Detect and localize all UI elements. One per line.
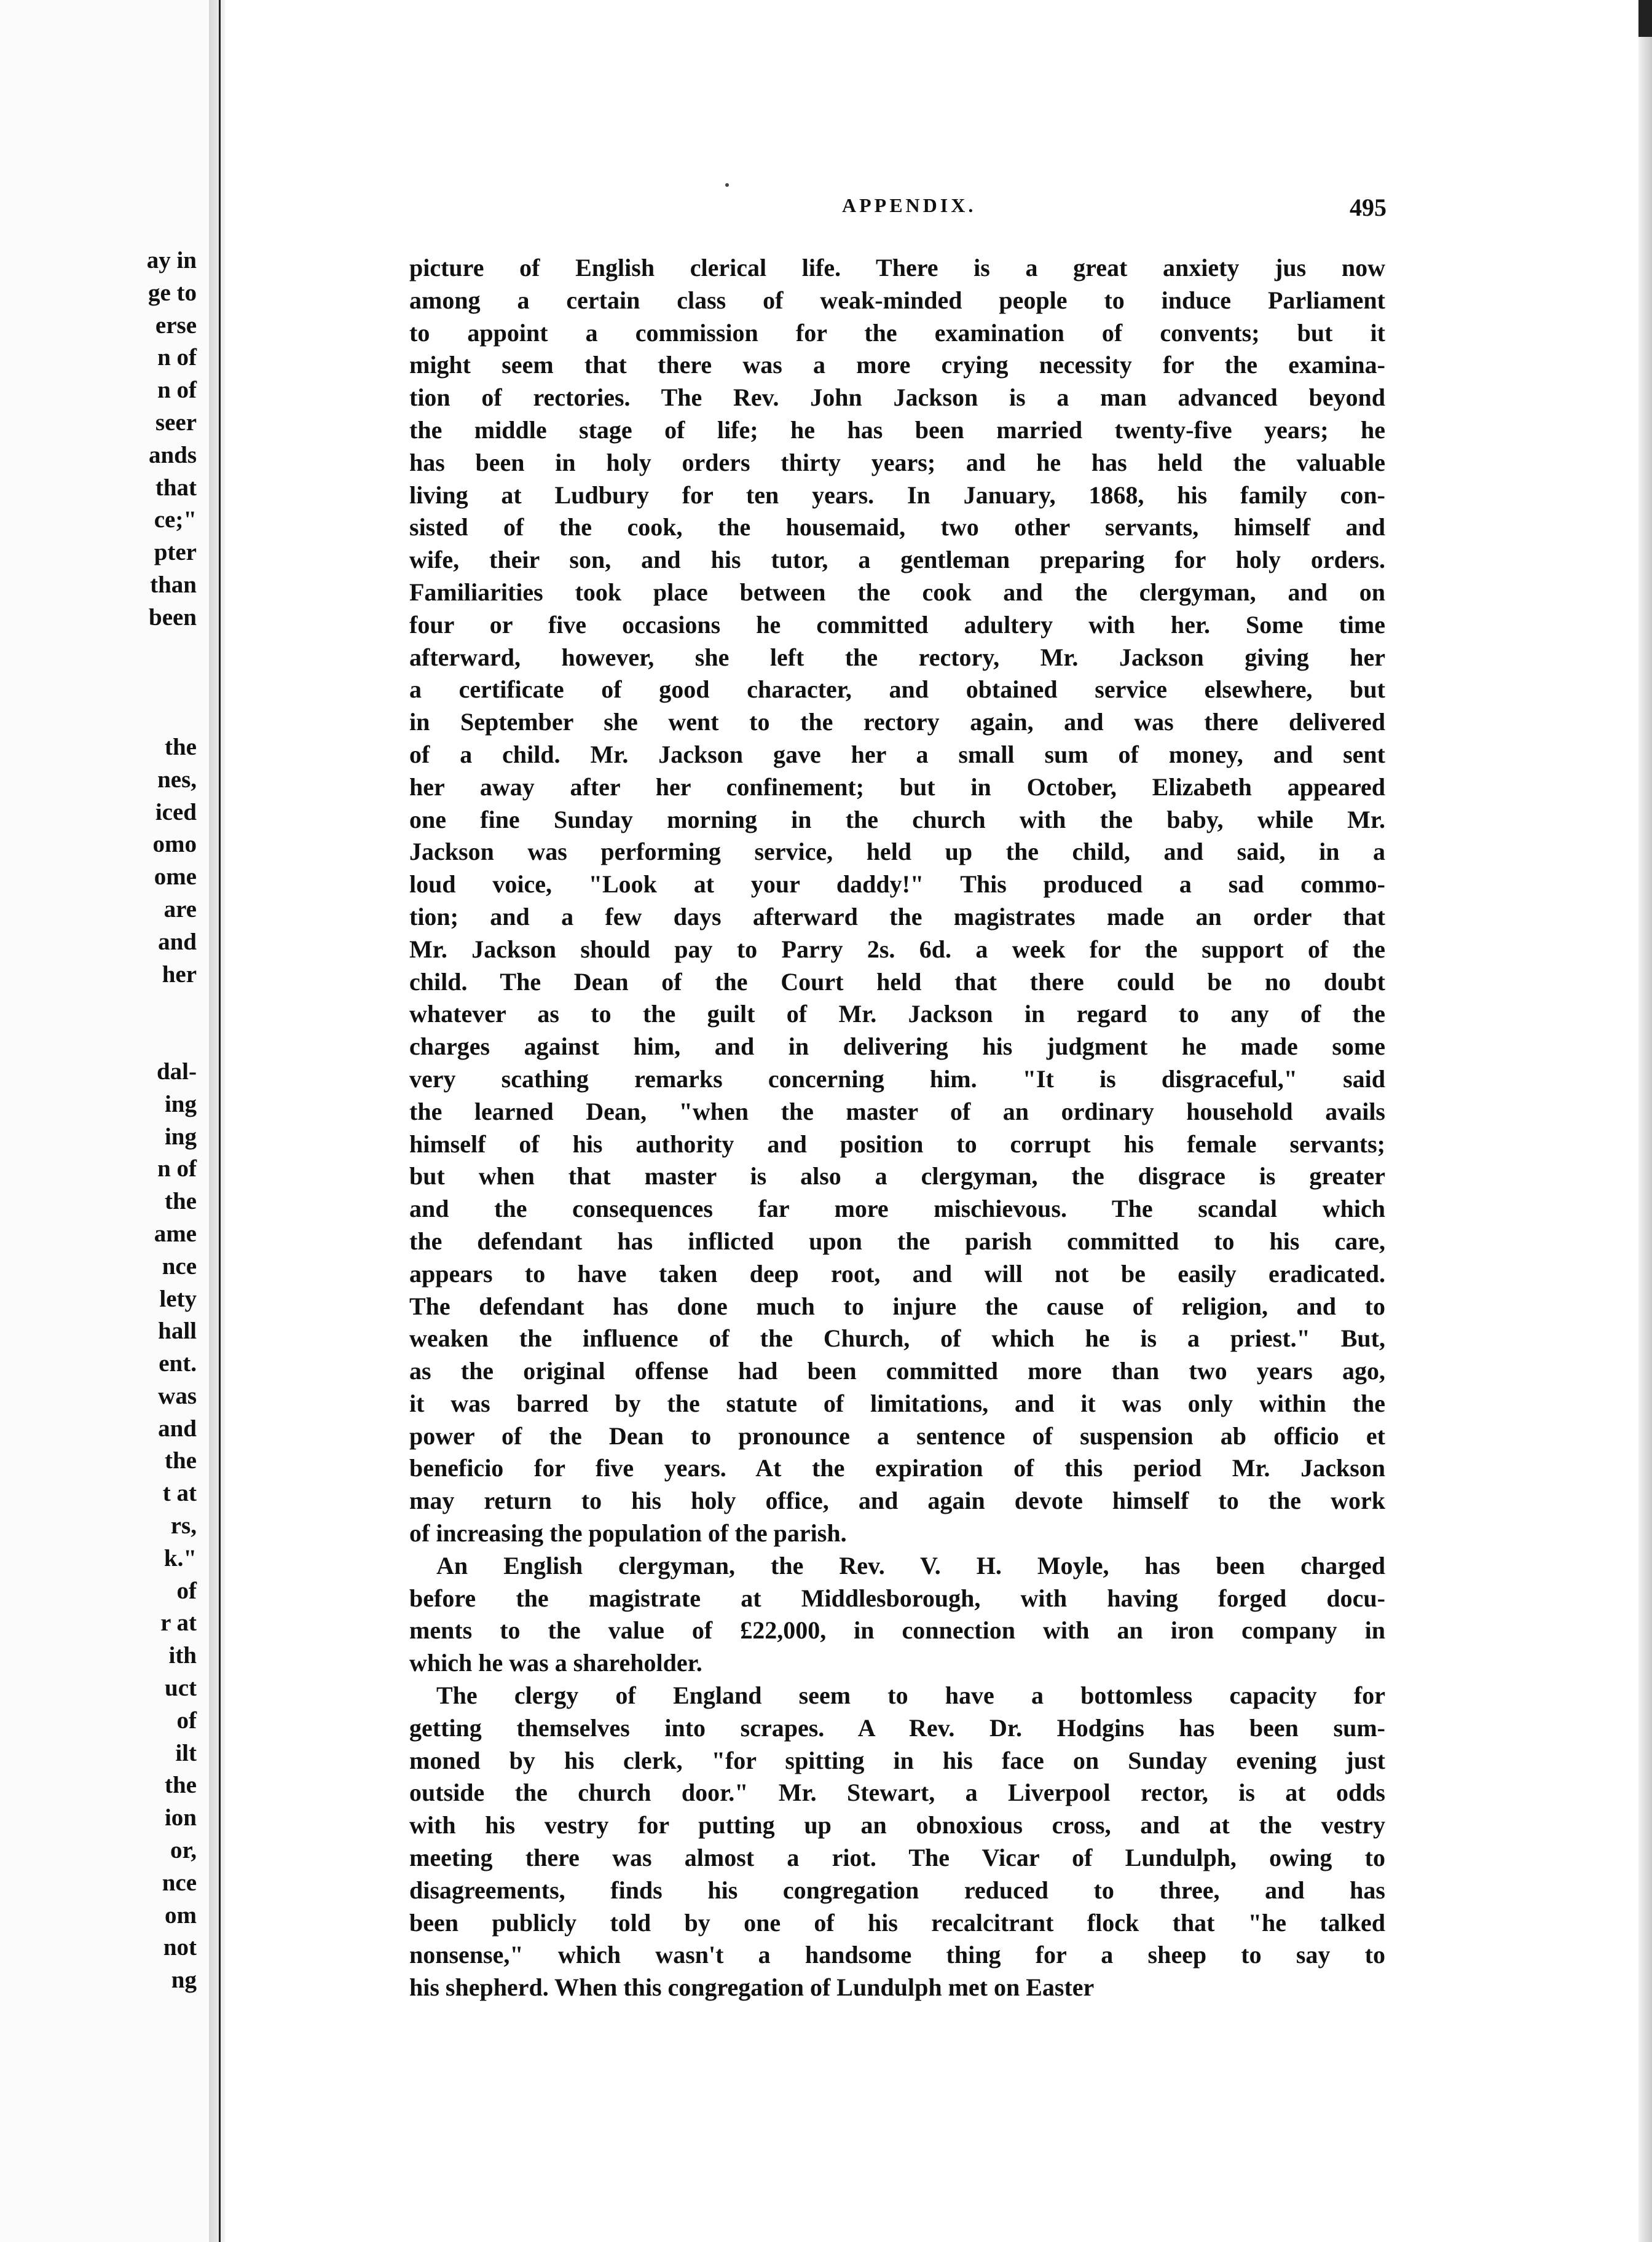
left-fragment-line: the	[165, 733, 197, 760]
text-line: of a child. Mr. Jackson gave her a small sum of money, and sent	[409, 740, 1385, 768]
text-line: the learned Dean, "when the master of an ordinary household avails	[409, 1097, 1385, 1125]
page-header	[0, 194, 1652, 231]
text-line: Jackson was performing service, held up the child, and said, in a	[409, 838, 1385, 866]
left-fragment-line: ng	[171, 1967, 197, 1994]
text-line: moned by his clerk, "for spitting in his face on Sunday evening just	[409, 1746, 1385, 1774]
left-fragment-line: the	[165, 1772, 197, 1799]
left-fragment-line: ce;"	[154, 506, 197, 533]
text-line: wife, their son, and his tutor, a gentleman preparing for holy orders.	[409, 546, 1385, 574]
right-page-edge-shadow	[1638, 0, 1652, 37]
left-fragment-line: are	[163, 895, 197, 922]
ink-speck	[725, 183, 729, 187]
left-fragment-line: ome	[154, 863, 197, 891]
left-fragment-line: seer	[155, 409, 197, 436]
text-line: Mr. Jackson should pay to Parry 2s. 6d. a week for the support of the	[409, 935, 1385, 963]
text-line: among a certain class of weak-minded people to induce Parliament	[409, 286, 1385, 314]
text-line: meeting there was almost a riot. The Vicar of Lundulph, owing to	[409, 1844, 1385, 1872]
left-fragment-line: k."	[163, 1544, 197, 1571]
gutter-edge-line	[219, 0, 221, 2242]
left-fragment-line: of	[176, 1577, 197, 1604]
left-fragment-line: ing	[164, 1090, 197, 1117]
text-line: nonsense," which wasn't a handsome thing for a sheep to say to	[409, 1941, 1385, 1969]
left-fragment-line: ing	[164, 1123, 197, 1150]
text-line: picture of English clerical life. There is a great anxiety jus now	[409, 254, 1385, 281]
text-line: which he was a shareholder.	[409, 1649, 702, 1677]
text-line: weaken the influence of the Church, of which he is a priest." But,	[409, 1324, 1385, 1353]
left-fragment-line: lety	[159, 1285, 197, 1312]
left-fragment-line: ith	[168, 1642, 197, 1669]
text-line: Familiarities took place between the cook and the clergyman, and on	[409, 578, 1385, 606]
left-fragment-line: omo	[152, 831, 197, 858]
left-fragment-line: iced	[155, 798, 197, 825]
left-fragment-line: pter	[154, 539, 197, 566]
text-line: power of the Dean to pronounce a sentence of suspension ab officio et	[409, 1422, 1385, 1450]
left-fragment-line: uct	[165, 1675, 197, 1702]
left-fragment-line: n of	[157, 1155, 197, 1182]
left-fragment-line	[147, 1023, 197, 1056]
text-line: living at Ludbury for ten years. In January, 1868, his family con-	[409, 481, 1385, 509]
left-fragment-line	[147, 699, 197, 731]
left-fragment-line: than	[150, 571, 197, 598]
text-line: his shepherd. When this congregation of Lundulph met on Easter	[409, 1973, 1095, 2002]
left-fragment-line	[147, 666, 197, 699]
text-line: child. The Dean of the Court held that there could be no doubt	[409, 967, 1385, 996]
text-line: tion of rectories. The Rev. John Jackson is a man advanced beyond	[409, 384, 1385, 412]
right-page-edge	[1638, 0, 1652, 2242]
left-fragment-line: ent.	[159, 1350, 197, 1377]
text-line: with his vestry for putting up an obnoxious cross, and at the vestry	[409, 1811, 1385, 1839]
text-line: getting themselves into scrapes. A Rev. Dr. Hodgins has been sum-	[409, 1713, 1385, 1742]
left-fragment-line	[147, 634, 197, 667]
text-line: before the magistrate at Middlesborough, with having forged docu-	[409, 1584, 1385, 1612]
text-line: might seem that there was a more crying necessity for the examina-	[409, 351, 1385, 379]
body-text	[409, 252, 1385, 2004]
text-line: of increasing the population of the parish.	[409, 1519, 847, 1548]
text-line: outside the church door." Mr. Stewart, a Liverpool rector, is at odds	[409, 1779, 1385, 1807]
text-line: himself of his authority and position to corrupt his female servants;	[409, 1130, 1385, 1158]
text-line: the middle stage of life; he has been married twenty-five years; he	[409, 415, 1385, 444]
left-fragment-line: and	[158, 928, 197, 955]
text-line: her away after her confinement; but in October, Elizabeth appeared	[409, 773, 1385, 801]
left-fragment-line: ay in	[146, 247, 197, 273]
text-line: loud voice, "Look at your daddy!" This produced a sad commo-	[409, 870, 1385, 899]
text-line: it was barred by the statute of limitations, and it was only within the	[409, 1389, 1385, 1417]
text-line: The defendant has done much to injure the cause of religion, and to	[409, 1292, 1385, 1320]
left-fragment-line: ame	[154, 1220, 197, 1247]
text-line: but when that master is also a clergyman, the disgrace is greater	[409, 1162, 1385, 1190]
left-fragment-line: nce	[162, 1869, 197, 1896]
left-fragment-line: not	[163, 1934, 197, 1961]
text-line: afterward, however, she left the rectory, Mr. Jackson giving her	[409, 643, 1385, 671]
text-line: appears to have taken deep root, and will not be easily eradicated.	[409, 1259, 1385, 1288]
left-fragment-line: r at	[160, 1610, 197, 1637]
text-line: charges against him, and in delivering his judgment he made some	[409, 1032, 1385, 1061]
left-fragment-line: t at	[162, 1480, 197, 1507]
left-fragment-line: been	[149, 604, 197, 631]
text-line: The clergy of England seem to have a bottomless capacity for	[436, 1682, 1385, 1710]
left-fragment-line: ilt	[175, 1739, 197, 1766]
text-line: and the consequences far more mischievous. The scandal which	[409, 1195, 1385, 1223]
text-line: as the original offense had been committed more than two years ago,	[409, 1357, 1385, 1385]
text-line: may return to his holy office, and again devote himself to the work	[409, 1487, 1385, 1515]
text-line: four or five occasions he committed adultery with her. Some time	[409, 610, 1385, 639]
text-line: disagreements, finds his congregation reduced to three, and has	[409, 1876, 1385, 1904]
left-page-text-fragments	[147, 245, 197, 1997]
left-fragment-line: or,	[170, 1837, 197, 1864]
text-line: An English clergyman, the Rev. V. H. Moyle, has been charged	[436, 1551, 1385, 1579]
text-line: ments to the value of £22,000, in connection with an iron company in	[409, 1616, 1385, 1645]
left-fragment-line: was	[158, 1382, 197, 1409]
left-fragment-line: ion	[164, 1804, 197, 1831]
running-head: APPENDIX.	[842, 194, 977, 216]
text-line: has been in holy orders thirty years; and he has held the valuable	[409, 448, 1385, 476]
text-line: one fine Sunday morning in the church with the baby, while Mr.	[409, 805, 1385, 833]
left-fragment-line: om	[165, 1902, 197, 1929]
text-line: the defendant has inflicted upon the parish committed to his care,	[409, 1227, 1385, 1255]
text-line: tion; and a few days afterward the magistrates made an order that	[409, 902, 1385, 930]
text-line: a certificate of good character, and obtained service elsewhere, but	[409, 675, 1385, 704]
left-fragment-line: n of	[157, 377, 197, 404]
left-fragment-line: ands	[148, 441, 197, 468]
text-line: very scathing remarks concerning him. "It is disgraceful," said	[409, 1064, 1385, 1093]
left-fragment-line: of	[176, 1707, 197, 1734]
text-line: whatever as to the guilt of Mr. Jackson in regard to any of the	[409, 1000, 1385, 1028]
left-fragment-line: n of	[157, 344, 197, 371]
left-fragment-line: rs,	[170, 1512, 197, 1540]
text-line: to appoint a commission for the examination of convents; but it	[409, 318, 1385, 347]
left-facing-page	[0, 0, 209, 2242]
left-fragment-line: ge to	[148, 279, 197, 306]
page-number: 495	[1350, 194, 1386, 221]
left-fragment-line: hall	[158, 1318, 197, 1345]
left-fragment-line: nce	[162, 1253, 197, 1280]
left-fragment-line: her	[162, 961, 197, 988]
left-fragment-line	[147, 991, 197, 1023]
text-line: been publicly told by one of his recalcitrant flock that "he talked	[409, 1908, 1385, 1937]
left-fragment-line: nes,	[157, 766, 197, 793]
text-line: sisted of the cook, the housemaid, two other servants, himself and	[409, 513, 1385, 541]
left-fragment-line: the	[165, 1447, 197, 1474]
book-gutter	[209, 0, 225, 2242]
left-fragment-line: erse	[155, 312, 197, 339]
text-line: in September she went to the rectory again, and was there delivered	[409, 708, 1385, 736]
text-line: beneficio for five years. At the expiration of this period Mr. Jackson	[409, 1454, 1385, 1482]
left-fragment-line: dal-	[156, 1058, 197, 1085]
left-fragment-line: and	[158, 1415, 197, 1442]
left-fragment-line: the	[165, 1188, 197, 1215]
left-fragment-line: that	[155, 474, 197, 501]
